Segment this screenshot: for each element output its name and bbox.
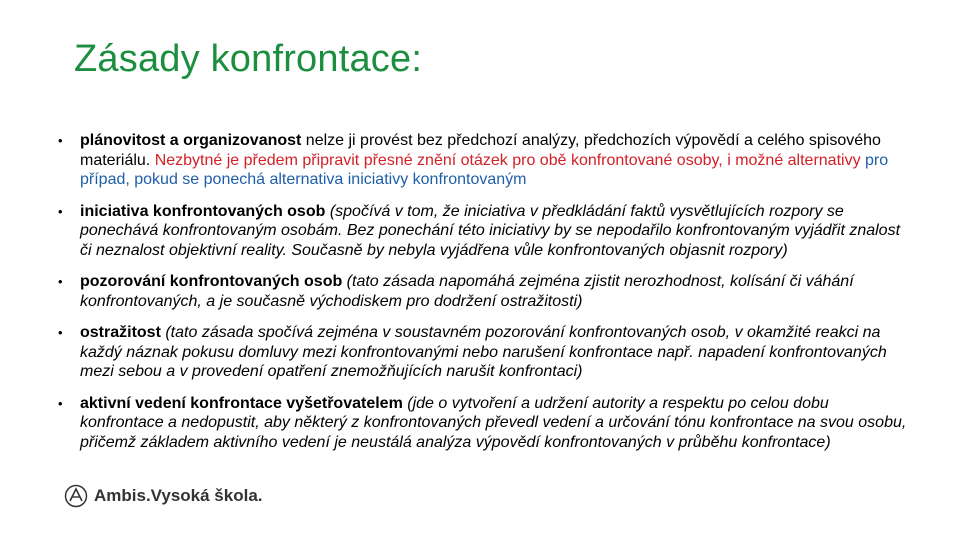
bullet-list [58, 131, 908, 464]
list-item [58, 202, 908, 261]
item-text: (spočívá v tom, že iniciativa v předkládání faktů vysvětlujících rozpory se ponechává konfrontovaným osobám. Bez ponechání této iniciativy by se nepodařilo konfrontovaným vyjádřit znalost či neznalost objektivní reality. Současně by nebyla vyjádřena vůle konfrontovaných objasnit rozpory) [80, 202, 901, 259]
item-label: plánovitost a organizovanost [80, 132, 302, 149]
bullet-icon: • [58, 203, 63, 219]
item-text: (tato zásada spočívá zejména v soustavném pozorování konfrontovaných osob, v okamžité reakci na každý náznak pokusu domluvy mezi konfrontovanými nebo narušení konfrontace např. napadení konfrontovaných mezi sebou a v provedení opatření znemožňujících narušit konfrontaci) [80, 324, 887, 380]
bullet-icon: • [58, 395, 63, 411]
item-text-highlight-blue: pro případ, pokud se ponechá alternativa iniciativy konfrontovaným [80, 151, 889, 188]
bullet-icon: • [58, 133, 63, 148]
item-label: aktivní vedení konfrontace vyšetřovatelem [80, 394, 403, 412]
list-item [58, 394, 908, 453]
item-label: pozorování konfrontovaných osob [80, 273, 343, 290]
bullet-icon: • [58, 274, 63, 289]
logo-text: Ambis.Vysoká škola. [94, 486, 263, 505]
list-item [58, 272, 908, 311]
item-label: ostražitost [80, 324, 161, 341]
item-text: (tato zásada napomáhá zejména zjistit nerozhodnost, kolísání či váhání konfrontovaných, a je současně východiskem pro dodržení ostražitosti) [80, 273, 854, 310]
footer-logo [64, 484, 263, 508]
list-item [58, 323, 908, 382]
bullet-icon: • [58, 325, 63, 340]
item-label: iniciativa konfrontovaných osob [80, 202, 326, 220]
item-text: nelze ji provést bez předchozí analýzy, předchozích výpovědí a celého spisového materiálu. [80, 132, 881, 169]
list-item [58, 131, 908, 190]
ambis-logo-icon [64, 484, 88, 508]
item-text-highlight-red: Nezbytné je předem připravit přesné znění otázek pro obě konfrontované osoby, i možné alternativy [154, 151, 861, 169]
slide-title: Zásady konfrontace: [74, 38, 423, 80]
item-text: (jde o vytvoření a udržení autority a respektu po celou dobu konfrontace a nedopustit, aby některý z konfrontovaných převedl vedení a určování tónu konfrontace na svou osobu, přičemž základem aktivního vedení je neustálá analýza výpovědí konfrontovaných v průběhu konfrontace) [80, 394, 907, 451]
